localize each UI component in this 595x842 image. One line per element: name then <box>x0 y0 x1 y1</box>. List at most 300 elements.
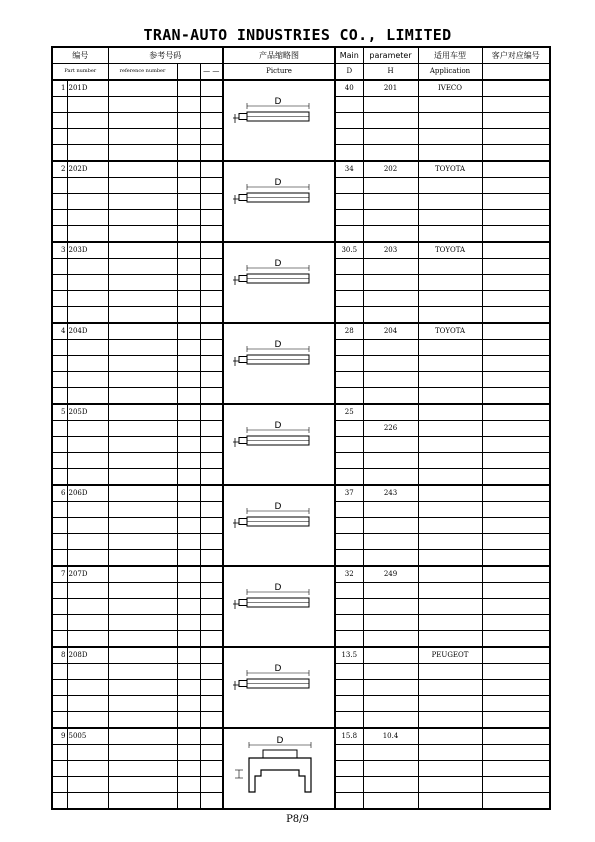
diameter-cell <box>335 388 363 405</box>
height-cell <box>363 194 418 210</box>
item-number-cell <box>52 583 67 599</box>
part-number-cell <box>67 583 108 599</box>
reference-extra-cell <box>177 356 200 372</box>
reference-extra-cell <box>177 113 200 129</box>
application-cell <box>418 793 482 810</box>
header-reference-number: reference number <box>108 64 177 81</box>
customer-number-cell <box>482 712 550 729</box>
customer-number-cell <box>482 437 550 453</box>
application-cell <box>418 226 482 243</box>
dash-cell <box>200 275 223 291</box>
height-cell <box>363 631 418 648</box>
product-drawing <box>225 246 333 320</box>
product-drawing <box>225 570 333 644</box>
item-number-cell <box>52 631 67 648</box>
reference-number-cell <box>108 404 177 421</box>
reference-extra-cell <box>177 129 200 145</box>
picture-cell <box>223 323 335 404</box>
part-number-cell <box>67 712 108 729</box>
application-cell <box>418 777 482 793</box>
height-cell <box>363 712 418 729</box>
dash-cell <box>200 356 223 372</box>
height-cell <box>363 145 418 162</box>
diameter-cell <box>335 696 363 712</box>
dash-cell <box>200 712 223 729</box>
header-param: parameter <box>363 47 418 64</box>
header-pic: 产品缩略图 <box>223 47 335 64</box>
item-number-cell <box>52 502 67 518</box>
item-number-cell: 1 <box>52 80 67 97</box>
part-number-cell: 5005 <box>67 728 108 745</box>
reference-extra-cell <box>177 793 200 810</box>
height-cell: 226 <box>363 421 418 437</box>
customer-number-cell <box>482 97 550 113</box>
reference-extra-cell <box>177 728 200 745</box>
height-cell <box>363 372 418 388</box>
item-number-cell <box>52 129 67 145</box>
application-cell <box>418 356 482 372</box>
item-number-cell: 5 <box>52 404 67 421</box>
height-cell <box>363 291 418 307</box>
item-number-cell <box>52 178 67 194</box>
application-cell <box>418 469 482 486</box>
reference-number-cell <box>108 113 177 129</box>
reference-number-cell <box>108 793 177 810</box>
dash-cell <box>200 469 223 486</box>
reference-number-cell <box>108 728 177 745</box>
part-number-cell <box>67 793 108 810</box>
diameter-cell <box>335 469 363 486</box>
part-number-cell <box>67 340 108 356</box>
part-number-cell <box>67 761 108 777</box>
reference-extra-cell <box>177 388 200 405</box>
diameter-cell <box>335 793 363 810</box>
reference-extra-cell <box>177 372 200 388</box>
part-number-cell <box>67 518 108 534</box>
dash-cell <box>200 615 223 631</box>
reference-extra-cell <box>177 453 200 469</box>
reference-number-cell <box>108 566 177 583</box>
reference-number-cell <box>108 664 177 680</box>
height-cell <box>363 550 418 567</box>
dash-cell <box>200 404 223 421</box>
application-cell <box>418 388 482 405</box>
item-number-cell <box>52 210 67 226</box>
diameter-cell <box>335 761 363 777</box>
dimension-label: D <box>274 501 282 512</box>
customer-number-cell <box>482 80 550 97</box>
application-cell: PEUGEOT <box>418 647 482 664</box>
reference-number-cell <box>108 599 177 615</box>
reference-number-cell <box>108 680 177 696</box>
customer-number-cell <box>482 793 550 810</box>
height-cell <box>363 388 418 405</box>
dash-cell <box>200 97 223 113</box>
reference-extra-cell <box>177 226 200 243</box>
customer-number-cell <box>482 680 550 696</box>
height-cell <box>363 680 418 696</box>
part-number-cell: 206D <box>67 485 108 502</box>
diameter-cell <box>335 664 363 680</box>
item-number-cell <box>52 550 67 567</box>
customer-number-cell <box>482 469 550 486</box>
item-number-cell <box>52 615 67 631</box>
reference-number-cell <box>108 647 177 664</box>
reference-number-cell <box>108 161 177 178</box>
part-number-cell <box>67 631 108 648</box>
dash-cell <box>200 113 223 129</box>
customer-number-cell <box>482 356 550 372</box>
diameter-cell <box>335 680 363 696</box>
application-cell <box>418 113 482 129</box>
dash-cell <box>200 323 223 340</box>
height-cell: 201 <box>363 80 418 97</box>
reference-number-cell <box>108 583 177 599</box>
product-drawing <box>225 651 333 725</box>
part-number-cell <box>67 745 108 761</box>
part-number-cell <box>67 210 108 226</box>
customer-number-cell <box>482 485 550 502</box>
application-cell <box>418 534 482 550</box>
item-number-cell <box>52 599 67 615</box>
height-cell <box>363 453 418 469</box>
dash-cell <box>200 226 223 243</box>
table-row <box>52 80 550 97</box>
reference-number-cell <box>108 469 177 486</box>
application-cell <box>418 502 482 518</box>
diameter-cell <box>335 745 363 761</box>
application-cell <box>418 664 482 680</box>
diameter-cell <box>335 226 363 243</box>
part-number-cell <box>67 226 108 243</box>
part-number-cell <box>67 388 108 405</box>
dash-cell <box>200 388 223 405</box>
height-cell <box>363 502 418 518</box>
part-number-cell: 208D <box>67 647 108 664</box>
reference-extra-cell <box>177 80 200 97</box>
reference-number-cell <box>108 550 177 567</box>
application-cell <box>418 728 482 745</box>
reference-number-cell <box>108 275 177 291</box>
application-cell <box>418 340 482 356</box>
dimension-label: D <box>274 582 282 593</box>
dimension-label: D <box>274 177 282 188</box>
height-cell <box>363 777 418 793</box>
part-number-cell <box>67 259 108 275</box>
header-cust-empty <box>482 64 550 81</box>
table-row <box>52 404 550 421</box>
application-cell <box>418 745 482 761</box>
reference-extra-cell <box>177 664 200 680</box>
reference-extra-cell <box>177 97 200 113</box>
customer-number-cell <box>482 307 550 324</box>
item-number-cell <box>52 761 67 777</box>
height-cell <box>363 647 418 664</box>
application-cell <box>418 291 482 307</box>
customer-number-cell <box>482 421 550 437</box>
dash-cell <box>200 291 223 307</box>
reference-extra-cell <box>177 307 200 324</box>
customer-number-cell <box>482 583 550 599</box>
part-number-cell <box>67 113 108 129</box>
diameter-cell <box>335 259 363 275</box>
dimension-label: D <box>274 258 282 269</box>
reference-number-cell <box>108 437 177 453</box>
customer-number-cell <box>482 178 550 194</box>
reference-extra-cell <box>177 404 200 421</box>
header-dash: — — <box>200 64 223 81</box>
customer-number-cell <box>482 453 550 469</box>
application-cell <box>418 583 482 599</box>
height-cell <box>363 469 418 486</box>
part-number-cell: 203D <box>67 242 108 259</box>
height-cell <box>363 793 418 810</box>
item-number-cell <box>52 356 67 372</box>
dash-cell <box>200 599 223 615</box>
dash-cell <box>200 550 223 567</box>
dash-cell <box>200 485 223 502</box>
reference-extra-cell <box>177 745 200 761</box>
reference-extra-cell <box>177 485 200 502</box>
reference-number-cell <box>108 340 177 356</box>
diameter-cell <box>335 113 363 129</box>
diameter-cell <box>335 437 363 453</box>
dash-cell <box>200 631 223 648</box>
item-number-cell <box>52 534 67 550</box>
item-number-cell <box>52 194 67 210</box>
customer-number-cell <box>482 129 550 145</box>
item-number-cell <box>52 696 67 712</box>
reference-extra-cell <box>177 615 200 631</box>
picture-cell <box>223 728 335 809</box>
header-picture: Picture <box>223 64 335 81</box>
application-cell <box>418 680 482 696</box>
item-number-cell <box>52 421 67 437</box>
item-number-cell <box>52 226 67 243</box>
height-cell: 243 <box>363 485 418 502</box>
item-number-cell <box>52 469 67 486</box>
part-number-cell <box>67 615 108 631</box>
customer-number-cell <box>482 728 550 745</box>
product-drawing <box>225 732 333 806</box>
reference-extra-cell <box>177 631 200 648</box>
table-row <box>52 728 550 745</box>
diameter-cell <box>335 97 363 113</box>
item-number-cell <box>52 712 67 729</box>
part-number-cell <box>67 421 108 437</box>
customer-number-cell <box>482 340 550 356</box>
dash-cell <box>200 129 223 145</box>
application-cell: TOYOTA <box>418 242 482 259</box>
reference-extra-cell <box>177 323 200 340</box>
reference-extra-cell <box>177 469 200 486</box>
dash-cell <box>200 372 223 388</box>
reference-extra-cell <box>177 566 200 583</box>
header-main: Main <box>335 47 363 64</box>
item-number-cell: 7 <box>52 566 67 583</box>
reference-number-cell <box>108 696 177 712</box>
customer-number-cell <box>482 761 550 777</box>
reference-extra-cell <box>177 518 200 534</box>
reference-number-cell <box>108 372 177 388</box>
part-number-cell <box>67 437 108 453</box>
diameter-cell <box>335 210 363 226</box>
diameter-cell: 30.5 <box>335 242 363 259</box>
reference-number-cell <box>108 356 177 372</box>
diameter-cell <box>335 194 363 210</box>
part-number-cell: 205D <box>67 404 108 421</box>
rod-drawing <box>233 583 309 609</box>
dash-cell <box>200 242 223 259</box>
application-cell <box>418 129 482 145</box>
reference-number-cell <box>108 388 177 405</box>
header-cust: 客户对应编号 <box>482 47 550 64</box>
dimension-label: D <box>274 96 282 107</box>
dash-cell <box>200 80 223 97</box>
part-number-cell <box>67 291 108 307</box>
application-cell <box>418 210 482 226</box>
diameter-cell <box>335 275 363 291</box>
diameter-cell <box>335 534 363 550</box>
customer-number-cell <box>482 647 550 664</box>
part-number-cell: 202D <box>67 161 108 178</box>
header-no: 编号 <box>52 47 108 64</box>
reference-number-cell <box>108 518 177 534</box>
application-cell <box>418 372 482 388</box>
reference-number-cell <box>108 745 177 761</box>
customer-number-cell <box>482 777 550 793</box>
page-number: P8/9 <box>286 814 309 825</box>
diameter-cell: 15.8 <box>335 728 363 745</box>
reference-extra-cell <box>177 696 200 712</box>
diameter-cell <box>335 421 363 437</box>
part-number-cell: 207D <box>67 566 108 583</box>
diameter-cell: 28 <box>335 323 363 340</box>
height-cell <box>363 534 418 550</box>
item-number-cell <box>52 372 67 388</box>
dash-cell <box>200 680 223 696</box>
header-ref: 参考号码 <box>108 47 223 64</box>
height-cell <box>363 761 418 777</box>
reference-extra-cell <box>177 210 200 226</box>
part-number-cell <box>67 502 108 518</box>
application-cell <box>418 485 482 502</box>
item-number-cell <box>52 113 67 129</box>
diameter-cell: 13.5 <box>335 647 363 664</box>
application-cell <box>418 178 482 194</box>
rod-drawing <box>233 664 309 690</box>
table-row <box>52 485 550 502</box>
reference-extra-cell <box>177 777 200 793</box>
rod-drawing <box>233 421 309 447</box>
diameter-cell <box>335 777 363 793</box>
reference-extra-cell <box>177 145 200 162</box>
reference-number-cell <box>108 712 177 729</box>
height-cell <box>363 745 418 761</box>
header-h: H <box>363 64 418 81</box>
customer-number-cell <box>482 745 550 761</box>
part-number-cell <box>67 307 108 324</box>
header-empty <box>177 64 200 81</box>
picture-cell <box>223 485 335 566</box>
header-app: 适用车型 <box>418 47 482 64</box>
picture-cell <box>223 161 335 242</box>
dash-cell <box>200 664 223 680</box>
reference-extra-cell <box>177 761 200 777</box>
dash-cell <box>200 161 223 178</box>
reference-extra-cell <box>177 421 200 437</box>
dash-cell <box>200 534 223 550</box>
diameter-cell: 34 <box>335 161 363 178</box>
table-row <box>52 647 550 664</box>
height-cell <box>363 129 418 145</box>
diameter-cell <box>335 372 363 388</box>
part-number-cell <box>67 129 108 145</box>
application-cell: IVECO <box>418 80 482 97</box>
cap-drawing <box>235 736 311 792</box>
customer-number-cell <box>482 145 550 162</box>
part-number-cell <box>67 680 108 696</box>
part-number-cell <box>67 372 108 388</box>
item-number-cell <box>52 777 67 793</box>
dash-cell <box>200 307 223 324</box>
customer-number-cell <box>482 226 550 243</box>
part-number-cell <box>67 469 108 486</box>
item-number-cell <box>52 518 67 534</box>
customer-number-cell <box>482 566 550 583</box>
diameter-cell <box>335 453 363 469</box>
customer-number-cell <box>482 242 550 259</box>
height-cell <box>363 307 418 324</box>
rod-drawing <box>233 97 309 123</box>
height-cell <box>363 664 418 680</box>
part-number-cell <box>67 534 108 550</box>
height-cell <box>363 275 418 291</box>
parts-table <box>51 46 551 810</box>
customer-number-cell <box>482 631 550 648</box>
reference-extra-cell <box>177 550 200 567</box>
dash-cell <box>200 696 223 712</box>
reference-number-cell <box>108 534 177 550</box>
reference-extra-cell <box>177 242 200 259</box>
application-cell: TOYOTA <box>418 161 482 178</box>
dimension-label: D <box>274 420 282 431</box>
item-number-cell <box>52 437 67 453</box>
picture-cell <box>223 566 335 647</box>
reference-extra-cell <box>177 437 200 453</box>
part-number-cell <box>67 664 108 680</box>
customer-number-cell <box>482 323 550 340</box>
item-number-cell <box>52 388 67 405</box>
height-cell <box>363 259 418 275</box>
item-number-cell <box>52 291 67 307</box>
dash-cell <box>200 145 223 162</box>
customer-number-cell <box>482 664 550 680</box>
item-number-cell <box>52 275 67 291</box>
diameter-cell <box>335 340 363 356</box>
dash-cell <box>200 728 223 745</box>
item-number-cell <box>52 97 67 113</box>
diameter-cell <box>335 550 363 567</box>
reference-number-cell <box>108 323 177 340</box>
item-number-cell: 8 <box>52 647 67 664</box>
height-cell <box>363 518 418 534</box>
application-cell <box>418 518 482 534</box>
dash-cell <box>200 210 223 226</box>
customer-number-cell <box>482 696 550 712</box>
diameter-cell <box>335 145 363 162</box>
item-number-cell: 3 <box>52 242 67 259</box>
